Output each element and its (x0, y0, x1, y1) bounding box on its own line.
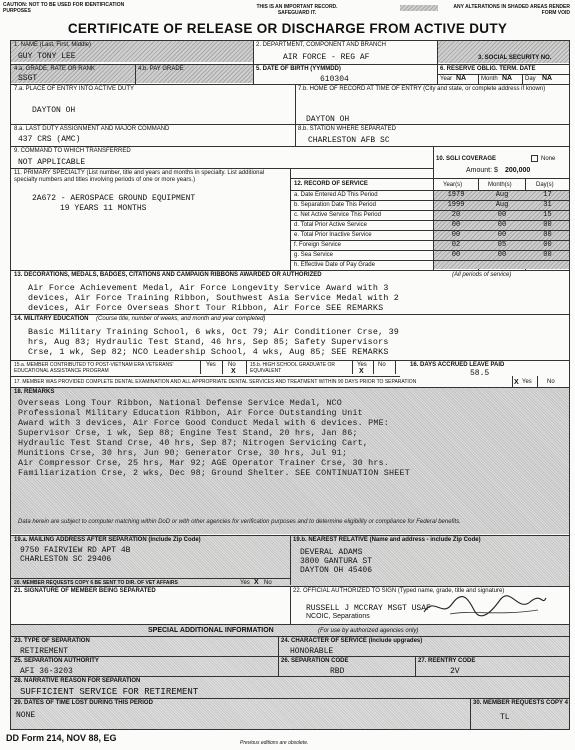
entry-place-value: DAYTON OH (32, 106, 76, 115)
reentry-code-value: 2V (450, 667, 460, 676)
relative-line-3: DAYTON OH 45406 (300, 566, 373, 575)
service-row-day: 00 (543, 221, 552, 229)
remarks-line-7: Air Compressor Crse, 25 hrs, Mar 92; AGE Operator Trainer Crse, 30 hrs. (18, 458, 390, 468)
veap-no-mark: X (231, 368, 236, 375)
narrative-reason-label: 28. NARRATIVE REASON FOR SEPARATION (14, 678, 141, 684)
form-identifier: DD Form 214, NOV 88, EG (6, 733, 117, 743)
command-value: NOT APPLICABLE (18, 158, 86, 167)
service-row-year: 1999 (447, 201, 465, 209)
previous-editions-note: Previous editions are obsolete. (240, 740, 309, 746)
mailing-line-1: 9750 FAIRVIEW RD APT 4B (20, 546, 131, 555)
form-title: CERTIFICATE OF RELEASE OR DISCHARGE FROM ACTIVE DUTY (67, 21, 508, 36)
education-label: 14. MILITARY EDUCATION (14, 316, 89, 322)
official-signature (420, 592, 550, 620)
service-row-label: b. Separation Date This Period (294, 202, 376, 208)
reentry-code-label: 27. REENTRY CODE (418, 658, 476, 664)
service-row-divider (290, 260, 570, 261)
home-of-record-label: 7.b. HOME OF RECORD AT TIME OF ENTRY (City and state, or complete address if known) (298, 86, 546, 92)
reserve-day-label: Day (525, 76, 536, 82)
service-row-day: 00 (543, 231, 552, 239)
relative-label: 19.b. NEAREST RELATIVE (Name and address - include Zip Code) (293, 537, 481, 543)
department-label: 2. DEPARTMENT, COMPONENT AND BRANCH (256, 42, 387, 48)
education-text (28, 327, 399, 357)
remarks-label: 18. REMARKS (14, 389, 55, 395)
service-row-day: 00 (543, 241, 552, 249)
sgli-label: 10. SGLI COVERAGE (436, 156, 497, 162)
ssn-label: 3. SOCIAL SECURITY NO. (478, 55, 552, 61)
dental-yes-mark: X (514, 379, 519, 386)
decorations-label: 13. DECORATIONS, MEDALS, BADGES, CITATIONS AND CAMPAIGN RIBBONS AWARDED OR AUTHORIZED (14, 272, 322, 278)
service-row-day: 00 (543, 251, 552, 259)
alterations-note: ANY ALTERATIONS IN SHADED AREAS RENDER FORM VOID (453, 4, 570, 16)
mailing-label: 19.a. MAILING ADDRESS AFTER SEPARATION (Include Zip Code) (14, 537, 201, 543)
service-row-month: 00 (497, 231, 507, 239)
service-row-month: Aug (495, 191, 509, 199)
reserve-year-value: NA (456, 75, 467, 82)
relative-line-2: 3800 GANTURA ST (300, 557, 373, 566)
leave-label: 16. DAYS ACCRUED LEAVE PAID (410, 362, 505, 368)
grade-label: 4.a. GRADE, RATE OR RANK (14, 66, 95, 72)
name-label: 1. NAME (Last, First, Middle) (14, 42, 92, 48)
narrative-reason-value: SUFFICIENT SERVICE FOR RETIREMENT (20, 687, 199, 697)
hs-yes-mark: X (359, 368, 364, 375)
sgli-none-label: None (541, 156, 556, 162)
education-line-1: Basic Military Training School, 6 wks, Oct 79; Air Conditioner Crse, 39 (28, 327, 400, 337)
service-row-month: 05 (497, 241, 507, 249)
reserve-day-value: NA (542, 75, 553, 82)
sgli-amount-label: Amount: $ (466, 167, 498, 174)
service-row-year: 02 (451, 241, 461, 249)
reserve-month-label: Month (481, 76, 498, 82)
remarks-line-6: Munitions Crse, 30 hrs, Jun 90; Generator Crse, 30 hrs, Jul 91; (18, 448, 348, 458)
service-row-label: a. Date Entered AD This Period (294, 192, 378, 198)
decorations-text (28, 283, 399, 313)
special-heading: SPECIAL ADDITIONAL INFORMATION (148, 627, 274, 634)
remarks-line-3: Award with 3 devices, Air Force Good Conduct Medal with 6 devices. PME: (18, 418, 390, 428)
mailing-line-2: CHARLESTON SC 29406 (20, 555, 112, 564)
service-row-year: 00 (451, 231, 461, 239)
copy6-yes-label: Yes (240, 580, 250, 586)
remarks-line-8: Familiarization Crse, 2 wks, Dec 98; Ground Shelter. SEE CONTINUATION SHEET (18, 468, 410, 478)
decorations-line-3: devices, Air Force Overseas Short Tour Ribbon, Air Force SEE REMARKS (28, 303, 384, 313)
specialty-line-1: 2A672 - AEROSPACE GROUND EQUIPMENT (32, 194, 196, 203)
sgli-none-checkbox (531, 155, 538, 162)
grade-value: SSGT (18, 74, 38, 83)
service-row-label: e. Total Prior Inactive Service (294, 232, 372, 238)
record-of-service-label: 12. RECORD OF SERVICE (294, 181, 368, 187)
reserve-month-value: NA (502, 75, 513, 82)
record-month-header: Month(s) (488, 182, 512, 188)
sgli-amount-value: 200,000 (505, 167, 531, 174)
separation-code-label: 26. SEPARATION CODE (281, 658, 349, 664)
service-row-label: d. Total Prior Active Service (294, 222, 367, 228)
entry-place-label: 7.a. PLACE OF ENTRY INTO ACTIVE DUTY (14, 86, 135, 92)
time-lost-label: 29. DATES OF TIME LOST DURING THIS PERIOD (14, 700, 153, 706)
name-value: GUY TONY LEE (18, 52, 76, 61)
separation-type-value: RETIREMENT (20, 647, 69, 656)
hs-no-label: No (378, 362, 386, 368)
paygrade-label: 4.b. PAY GRADE (138, 66, 184, 72)
copy4-label: 30. MEMBER REQUESTS COPY 4 (473, 700, 568, 706)
specialty-line-2: 19 YEARS 11 MONTHS (60, 204, 147, 213)
service-row-day: 17 (543, 191, 552, 199)
service-row-year: 1979 (447, 191, 465, 199)
service-row-year: 00 (451, 251, 461, 259)
special-heading-note: (For use by authorized agencies only) (318, 628, 419, 634)
dental-yes-label: Yes (522, 379, 532, 385)
dob-value: 610304 (320, 75, 349, 84)
copy6-yes-mark: X (254, 579, 259, 586)
specialty-label: 11. PRIMARY SPECIALTY (List number, title and years and months in specialty. List additional specialty numbers and titles involving periods of one or more years.) (14, 170, 265, 183)
hs-yes-label: Yes (357, 362, 367, 368)
authority-label: 25. SEPARATION AUTHORITY (14, 658, 99, 664)
service-row-day: 31 (543, 201, 552, 209)
official-label: 22. OFFICIAL AUTHORIZED TO SIGN (Typed name, grade, title and signature) (293, 588, 505, 594)
decorations-line-1: Air Force Achievement Medal, Air Force Longevity Service Award with 3 (28, 283, 389, 293)
official-name: RUSSELL J MCCRAY MSGT USAF (306, 604, 431, 613)
caution-note: CAUTION: NOT TO BE USED FOR IDENTIFICATION PURPOSES (3, 2, 125, 14)
copy6-label: 20. MEMBER REQUESTS COPY 6 BE SENT TO DIR. OF VET AFFAIRS (14, 580, 178, 586)
service-row-label: g. Sea Service (294, 252, 334, 258)
service-row-month: Aug (495, 201, 509, 209)
dob-label: 5. DATE OF BIRTH (YYMMDD) (256, 66, 341, 72)
remarks-line-2: Professional Military Education Ribbon, Air Force Outstanding Unit (18, 408, 363, 418)
remarks-footer: Data herein are subject to computer matching within DoD or with other agencies for verification purposes and to determine eligibility or compliance for Federal benefits. (18, 519, 461, 525)
remarks-line-4: Supervisor Crse, 1 wk, Sep 88; Engine Test Stand, 20 hrs, Jan 86; (18, 428, 358, 438)
high-school-label: 15.b. HIGH SCHOOL GRADUATE OR EQUIVALENT (250, 362, 336, 374)
home-of-record-value: DAYTON OH (306, 115, 350, 124)
character-label: 24. CHARACTER OF SERVICE (Include upgrades) (281, 638, 423, 644)
service-row-label: f. Foreign Service (294, 242, 342, 248)
header-shading (400, 5, 438, 11)
copy4-value: TL (500, 713, 510, 722)
leave-value: 58.5 (470, 369, 490, 378)
record-year-header: Year(s) (443, 182, 463, 188)
service-row-label: c. Net Active Service This Period (294, 212, 381, 218)
last-duty-value: 437 CRS (AMC) (18, 135, 81, 144)
service-row-label: h. Effective Date of Pay Grade (294, 262, 375, 268)
separation-code-value: RBD (330, 667, 345, 676)
station-label: 8.b. STATION WHERE SEPARATED (298, 126, 396, 132)
member-signature-label: 21. SIGNATURE OF MEMBER BEING SEPARATED (14, 588, 156, 594)
command-label: 9. COMMAND TO WHICH TRANSFERRED (14, 148, 131, 154)
decorations-line-2: devices, Air Force Training Ribbon, Southwest Asia Service Medal with 2 (28, 293, 400, 303)
service-row-month: 00 (497, 221, 507, 229)
veap-label: 15.a. MEMBER CONTRIBUTED TO POST-VIETNAM ERA VETERANS' EDUCATIONAL ASSISTANCE PROGRAM (14, 362, 174, 374)
relative-line-1: DEVERAL ADAMS (300, 548, 363, 557)
copy6-no-label: No (264, 580, 272, 586)
dental-label: 17. MEMBER WAS PROVIDED COMPLETE DENTAL EXAMINATION AND ALL APPROPRIATE DENTAL SERVICES AND TREATMENT WITHIN 90 DAYS PRIOR TO SEPARATION (14, 379, 417, 385)
remarks-text (18, 398, 410, 478)
reserve-label: 6. RESERVE OBLIG. TERM. DATE (440, 66, 536, 72)
service-row-month: 00 (497, 211, 507, 219)
remarks-line-5: Hydraulic Test Stand Crse, 40 hrs, Sep 87; Nitrogen Servicing Cart, (18, 438, 369, 448)
reserve-year-label: Year (440, 76, 453, 82)
department-value: AIR FORCE - REG AF (283, 53, 370, 62)
important-record-note: THIS IS AN IMPORTANT RECORD. SAFEGUARD IT. (256, 4, 338, 16)
authority-value: AFI 36-3203 (20, 667, 73, 676)
character-value: HONORABLE (290, 647, 334, 656)
veap-yes-label: Yes (206, 362, 216, 368)
dental-no-label: No (547, 379, 555, 385)
station-value: CHARLESTON AFB SC (308, 136, 390, 145)
service-row-day: 15 (543, 211, 552, 219)
time-lost-value: NONE (16, 711, 36, 720)
last-duty-label: 8.a. LAST DUTY ASSIGNMENT AND MAJOR COMMAND (14, 126, 170, 132)
education-line-2: hrs, Aug 83; Hydraulic Test Stand, 46 hrs, Sep 85; Safety Supervisors (28, 337, 389, 347)
education-line-3: Crse, 1 wk, Sep 82; NCO Leadership School, 4 wks, Aug 85; SEE REMARKS (28, 347, 389, 357)
record-day-header: Day(s) (536, 182, 554, 188)
education-note: (Course title, number of weeks, and month and year completed) (96, 316, 266, 322)
separation-type-label: 23. TYPE OF SEPARATION (14, 638, 90, 644)
remarks-line-1: Overseas Long Tour Ribbon, National Defense Service Medal, NCO (18, 398, 343, 408)
veap-no-label: No (228, 362, 236, 368)
official-title: NCOIC, Separations (306, 613, 370, 620)
service-row-year: 00 (451, 221, 461, 229)
service-row-year: 20 (451, 211, 461, 219)
service-row-month: 00 (497, 251, 507, 259)
decorations-note: (All periods of service) (452, 272, 512, 278)
